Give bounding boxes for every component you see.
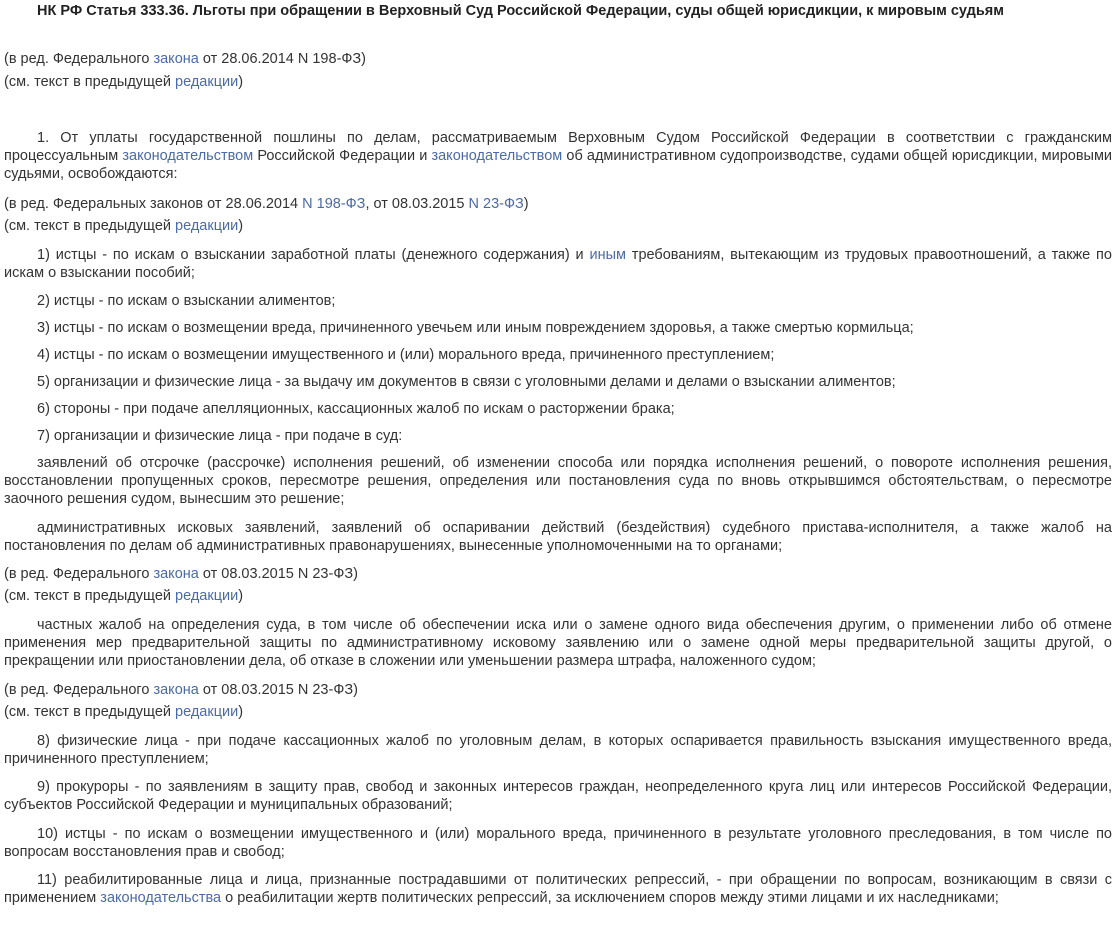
prev-edition-note: (см. текст в предыдущей редакции): [4, 74, 244, 90]
legislation-link[interactable]: законодательством: [122, 148, 254, 164]
other-link[interactable]: иным: [589, 247, 626, 263]
item-7-sub-1: заявлений об отсрочке (рассрочке) исполнения решений, об изменении способа или порядка исполнения решений, о повороте исполнения решения, восстановлении пропущенных сроков, пересмотре решения, определения или постановления суда по вновь открывшимся обстоятельствам, о пересмотре заочного решения судом, вынесшим это решение;: [4, 455, 1112, 507]
item-6: 6) стороны - при подаче апелляционных, кассационных жалоб по искам о расторжении брака;: [37, 401, 675, 417]
item-5: 5) организации и физические лица - за выдачу им документов в связи с уголовными делами и делами о взыскании алиментов;: [37, 374, 896, 390]
prev-edition-note: (см. текст в предыдущей редакции): [4, 218, 244, 234]
item-7-sub-3: частных жалоб на определения суда, в том числе об обеспечении иска или о замене одного вида обеспечения другим, о применении либо об отмене применения мер предварительной защиты по административному исковому заявлению или о замене одной меры предварительной защиты другой, о прекращении или приостановлении дела, об отказе в сложении или уменьшении размера штрафа, наложенного судом;: [4, 617, 1112, 669]
law-link[interactable]: закона: [153, 566, 199, 582]
law-link[interactable]: закона: [153, 51, 199, 67]
item-8: 8) физические лица - при подаче кассационных жалоб по уголовным делам, в которых оспаривается правильность взыскания имущественного вреда, причиненного преступлением;: [4, 733, 1112, 767]
item-7-sub-2: административных исковых заявлений, заявлений об оспаривании действий (бездействия) судебного пристава-исполнителя, а также жалоб на постановления по делам об административных правонарушениях, вынесенные уполномоченными на то органами;: [4, 520, 1112, 554]
legislation-link[interactable]: законодательства: [100, 890, 222, 906]
item-3: 3) истцы - по искам о возмещении вреда, причиненного увечьем или иным повреждением здоровья, а также смертью кормильца;: [37, 320, 914, 336]
item-4: 4) истцы - по искам о возмещении имущественного и (или) морального вреда, причиненного преступлением;: [37, 347, 775, 363]
edition-link[interactable]: редакции: [175, 704, 239, 720]
law-link[interactable]: закона: [153, 682, 199, 698]
legislation-link[interactable]: законодательством: [431, 148, 563, 164]
item-1: 1) истцы - по искам о взыскании заработной платы (денежного содержания) и иным требованиям, вытекающим из трудовых правоотношений, а также по искам о взыскании пособий;: [4, 247, 1112, 281]
law-link[interactable]: N 23-ФЗ: [468, 196, 524, 212]
law-link[interactable]: N 198-ФЗ: [302, 196, 366, 212]
item-10: 10) истцы - по искам о возмещении имущественного и (или) морального вреда, причиненного в результате уголовного преследования, в том числе по вопросам восстановления прав и свобод;: [4, 826, 1112, 860]
item-7: 7) организации и физические лица - при подаче в суд:: [37, 428, 403, 444]
article-title: НК РФ Статья 333.36. Льготы при обращении в Верховный Суд Российской Федерации, суды общей юрисдикции, к мировым судьям: [37, 3, 1004, 19]
prev-edition-note: (см. текст в предыдущей редакции): [4, 588, 244, 604]
edit-note: (в ред. Федерального закона от 28.06.2014 N 198-ФЗ): [4, 51, 367, 67]
edit-note: (в ред. Федерального закона от 08.03.2015 N 23-ФЗ): [4, 566, 358, 582]
edition-link[interactable]: редакции: [175, 218, 239, 234]
edition-link[interactable]: редакции: [175, 588, 239, 604]
edit-note: (в ред. Федерального закона от 08.03.2015 N 23-ФЗ): [4, 682, 358, 698]
item-9: 9) прокуроры - по заявлениям в защиту прав, свобод и законных интересов граждан, неопределенного круга лиц или интересов Российской Федерации, субъектов Российской Федерации и муниципальных образований;: [4, 779, 1112, 813]
item-2: 2) истцы - по искам о взыскании алиментов;: [37, 293, 336, 309]
edition-link[interactable]: редакции: [175, 74, 239, 90]
item-11: 11) реабилитированные лица и лица, признанные пострадавшими от политических репрессий, - при обращении по вопросам, возникающим в связи с применением законодательства о реабилитации жертв политических репрессий, за исключением споров между этими лицами и их наследниками;: [4, 872, 1112, 906]
edit-note: (в ред. Федеральных законов от 28.06.2014 N 198-ФЗ, от 08.03.2015 N 23-ФЗ): [4, 196, 529, 212]
prev-edition-note: (см. текст в предыдущей редакции): [4, 704, 244, 720]
paragraph-1: 1. От уплаты государственной пошлины по делам, рассматриваемым Верховным Судом Российской Федерации в соответствии с гражданским процессуальным законодательством Российской Федерации и законодательством об административном судопроизводстве, судами общей юрисдикции, мировыми судьями, освобождаются:: [4, 130, 1113, 182]
